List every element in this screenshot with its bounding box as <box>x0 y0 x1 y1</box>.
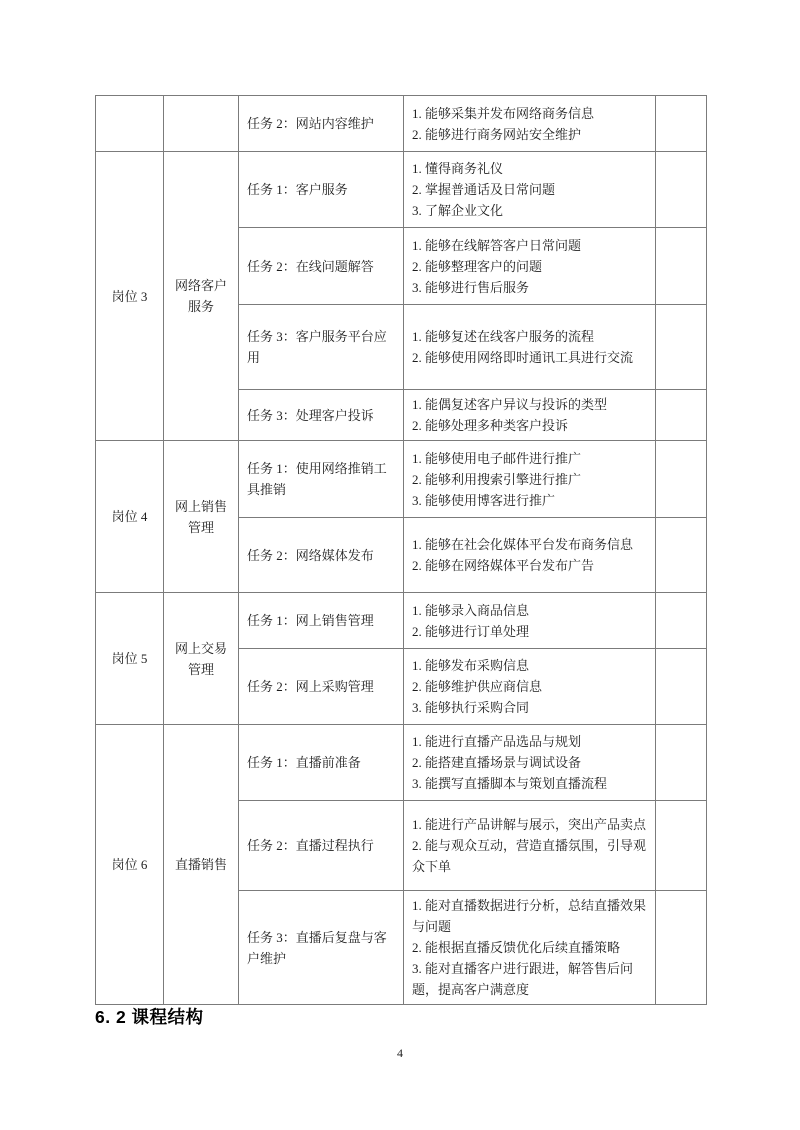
ability-item: 1. 能对直播数据进行分析，总结直播效果与问题 <box>412 898 647 934</box>
empty-cell <box>656 152 707 228</box>
ability-item: 2. 能够在网络媒体平台发布广告 <box>412 558 595 573</box>
position-name-cell: 网络客户服务 <box>164 152 239 441</box>
task-cell: 任务 1：使用网络推销工具推销 <box>239 441 404 518</box>
task-cell: 任务 3：客户服务平台应用 <box>239 305 404 390</box>
position-cell <box>96 96 164 152</box>
abilities-cell <box>404 891 656 1005</box>
ability-item: 2. 掌握普通话及日常问题 <box>412 182 556 197</box>
ability-item: 2. 能搭建直播场景与调试设备 <box>412 755 582 770</box>
ability-item: 2. 能够使用网络即时通讯工具进行交流 <box>412 350 634 365</box>
task-cell: 任务 3：直播后复盘与客户维护 <box>239 891 404 1005</box>
abilities-cell <box>404 649 656 725</box>
position-name-cell: 网上交易管理 <box>164 593 239 725</box>
empty-cell <box>656 725 707 801</box>
position-cell: 岗位 4 <box>96 441 164 593</box>
task-cell: 任务 3：处理客户投诉 <box>239 390 404 441</box>
ability-item: 1. 能进行产品讲解与展示，突出产品卖点 <box>412 817 647 832</box>
task-row <box>96 441 707 518</box>
ability-item: 1. 能偶复述客户异议与投诉的类型 <box>412 397 608 412</box>
abilities-cell <box>404 593 656 649</box>
ability-item: 1. 能够在线解答客户日常问题 <box>412 237 582 253</box>
empty-cell <box>656 891 707 1005</box>
task-cell: 任务 2：网络媒体发布 <box>239 518 404 593</box>
position-name-cell: 网上销售管理 <box>164 441 239 593</box>
position-name-cell: 直播销售 <box>164 725 239 1005</box>
job-task-table <box>95 95 707 1005</box>
ability-item: 2. 能够利用搜索引擎进行推广 <box>412 471 582 487</box>
task-row <box>96 96 707 152</box>
ability-item: 2. 能够维护供应商信息 <box>412 679 543 694</box>
abilities-cell <box>404 725 656 801</box>
ability-item: 2. 能够进行商务网站安全维护 <box>412 126 582 142</box>
abilities-cell <box>404 441 656 518</box>
ability-item: 1. 懂得商务礼仪 <box>412 161 504 176</box>
task-row <box>96 593 707 649</box>
empty-cell <box>656 801 707 891</box>
task-cell: 任务 2：直播过程执行 <box>239 801 404 891</box>
ability-item: 2. 能够整理客户的问题 <box>412 258 543 274</box>
abilities-cell <box>404 96 656 152</box>
ability-item: 1. 能够采集并发布网络商务信息 <box>412 105 595 121</box>
ability-item: 1. 能够使用电子邮件进行推广 <box>412 450 582 466</box>
abilities-cell <box>404 228 656 305</box>
ability-item: 1. 能够录入商品信息 <box>412 602 530 618</box>
position-cell: 岗位 6 <box>96 725 164 1005</box>
abilities-cell <box>404 152 656 228</box>
task-cell: 任务 1：直播前准备 <box>239 725 404 801</box>
empty-cell <box>656 649 707 725</box>
position-name-cell <box>164 96 239 152</box>
abilities-cell <box>404 305 656 390</box>
ability-item: 2. 能够进行订单处理 <box>412 623 530 639</box>
ability-item: 1. 能够发布采购信息 <box>412 658 530 673</box>
ability-item: 3. 能对直播客户进行跟进，解答售后问题，提高客户满意度 <box>412 961 634 997</box>
ability-item: 3. 能够进行售后服务 <box>412 279 530 295</box>
ability-item: 2. 能够处理多种类客户投诉 <box>412 418 569 433</box>
task-cell: 任务 1：网上销售管理 <box>239 593 404 649</box>
ability-item: 2. 能与观众互动，营造直播氛围，引导观众下单 <box>412 838 647 874</box>
empty-cell <box>656 96 707 152</box>
abilities-cell <box>404 390 656 441</box>
ability-item: 3. 能够执行采购合同 <box>412 700 530 715</box>
task-cell: 任务 1：客户服务 <box>239 152 404 228</box>
task-cell: 任务 2：网上采购管理 <box>239 649 404 725</box>
task-row <box>96 152 707 228</box>
ability-item: 1. 能够复述在线客户服务的流程 <box>412 329 595 344</box>
ability-item: 1. 能够在社会化媒体平台发布商务信息 <box>412 537 634 552</box>
ability-item: 1. 能进行直播产品选品与规划 <box>412 734 582 749</box>
empty-cell <box>656 228 707 305</box>
ability-item: 3. 了解企业文化 <box>412 203 504 218</box>
position-cell: 岗位 5 <box>96 593 164 725</box>
ability-item: 3. 能撰写直播脚本与策划直播流程 <box>412 776 608 791</box>
empty-cell <box>656 518 707 593</box>
position-cell: 岗位 3 <box>96 152 164 441</box>
empty-cell <box>656 305 707 390</box>
task-row <box>96 725 707 801</box>
ability-item: 2. 能根据直播反馈优化后续直播策略 <box>412 940 621 955</box>
abilities-cell <box>404 518 656 593</box>
empty-cell <box>656 390 707 441</box>
page-number: 4 <box>397 1046 403 1060</box>
abilities-cell <box>404 801 656 891</box>
empty-cell <box>656 593 707 649</box>
section-heading: 6. 2 课程结构 <box>95 1007 204 1027</box>
task-cell: 任务 2：在线问题解答 <box>239 228 404 305</box>
task-cell: 任务 2：网站内容维护 <box>239 96 404 152</box>
empty-cell <box>656 441 707 518</box>
ability-item: 3. 能够使用博客进行推广 <box>412 492 556 508</box>
